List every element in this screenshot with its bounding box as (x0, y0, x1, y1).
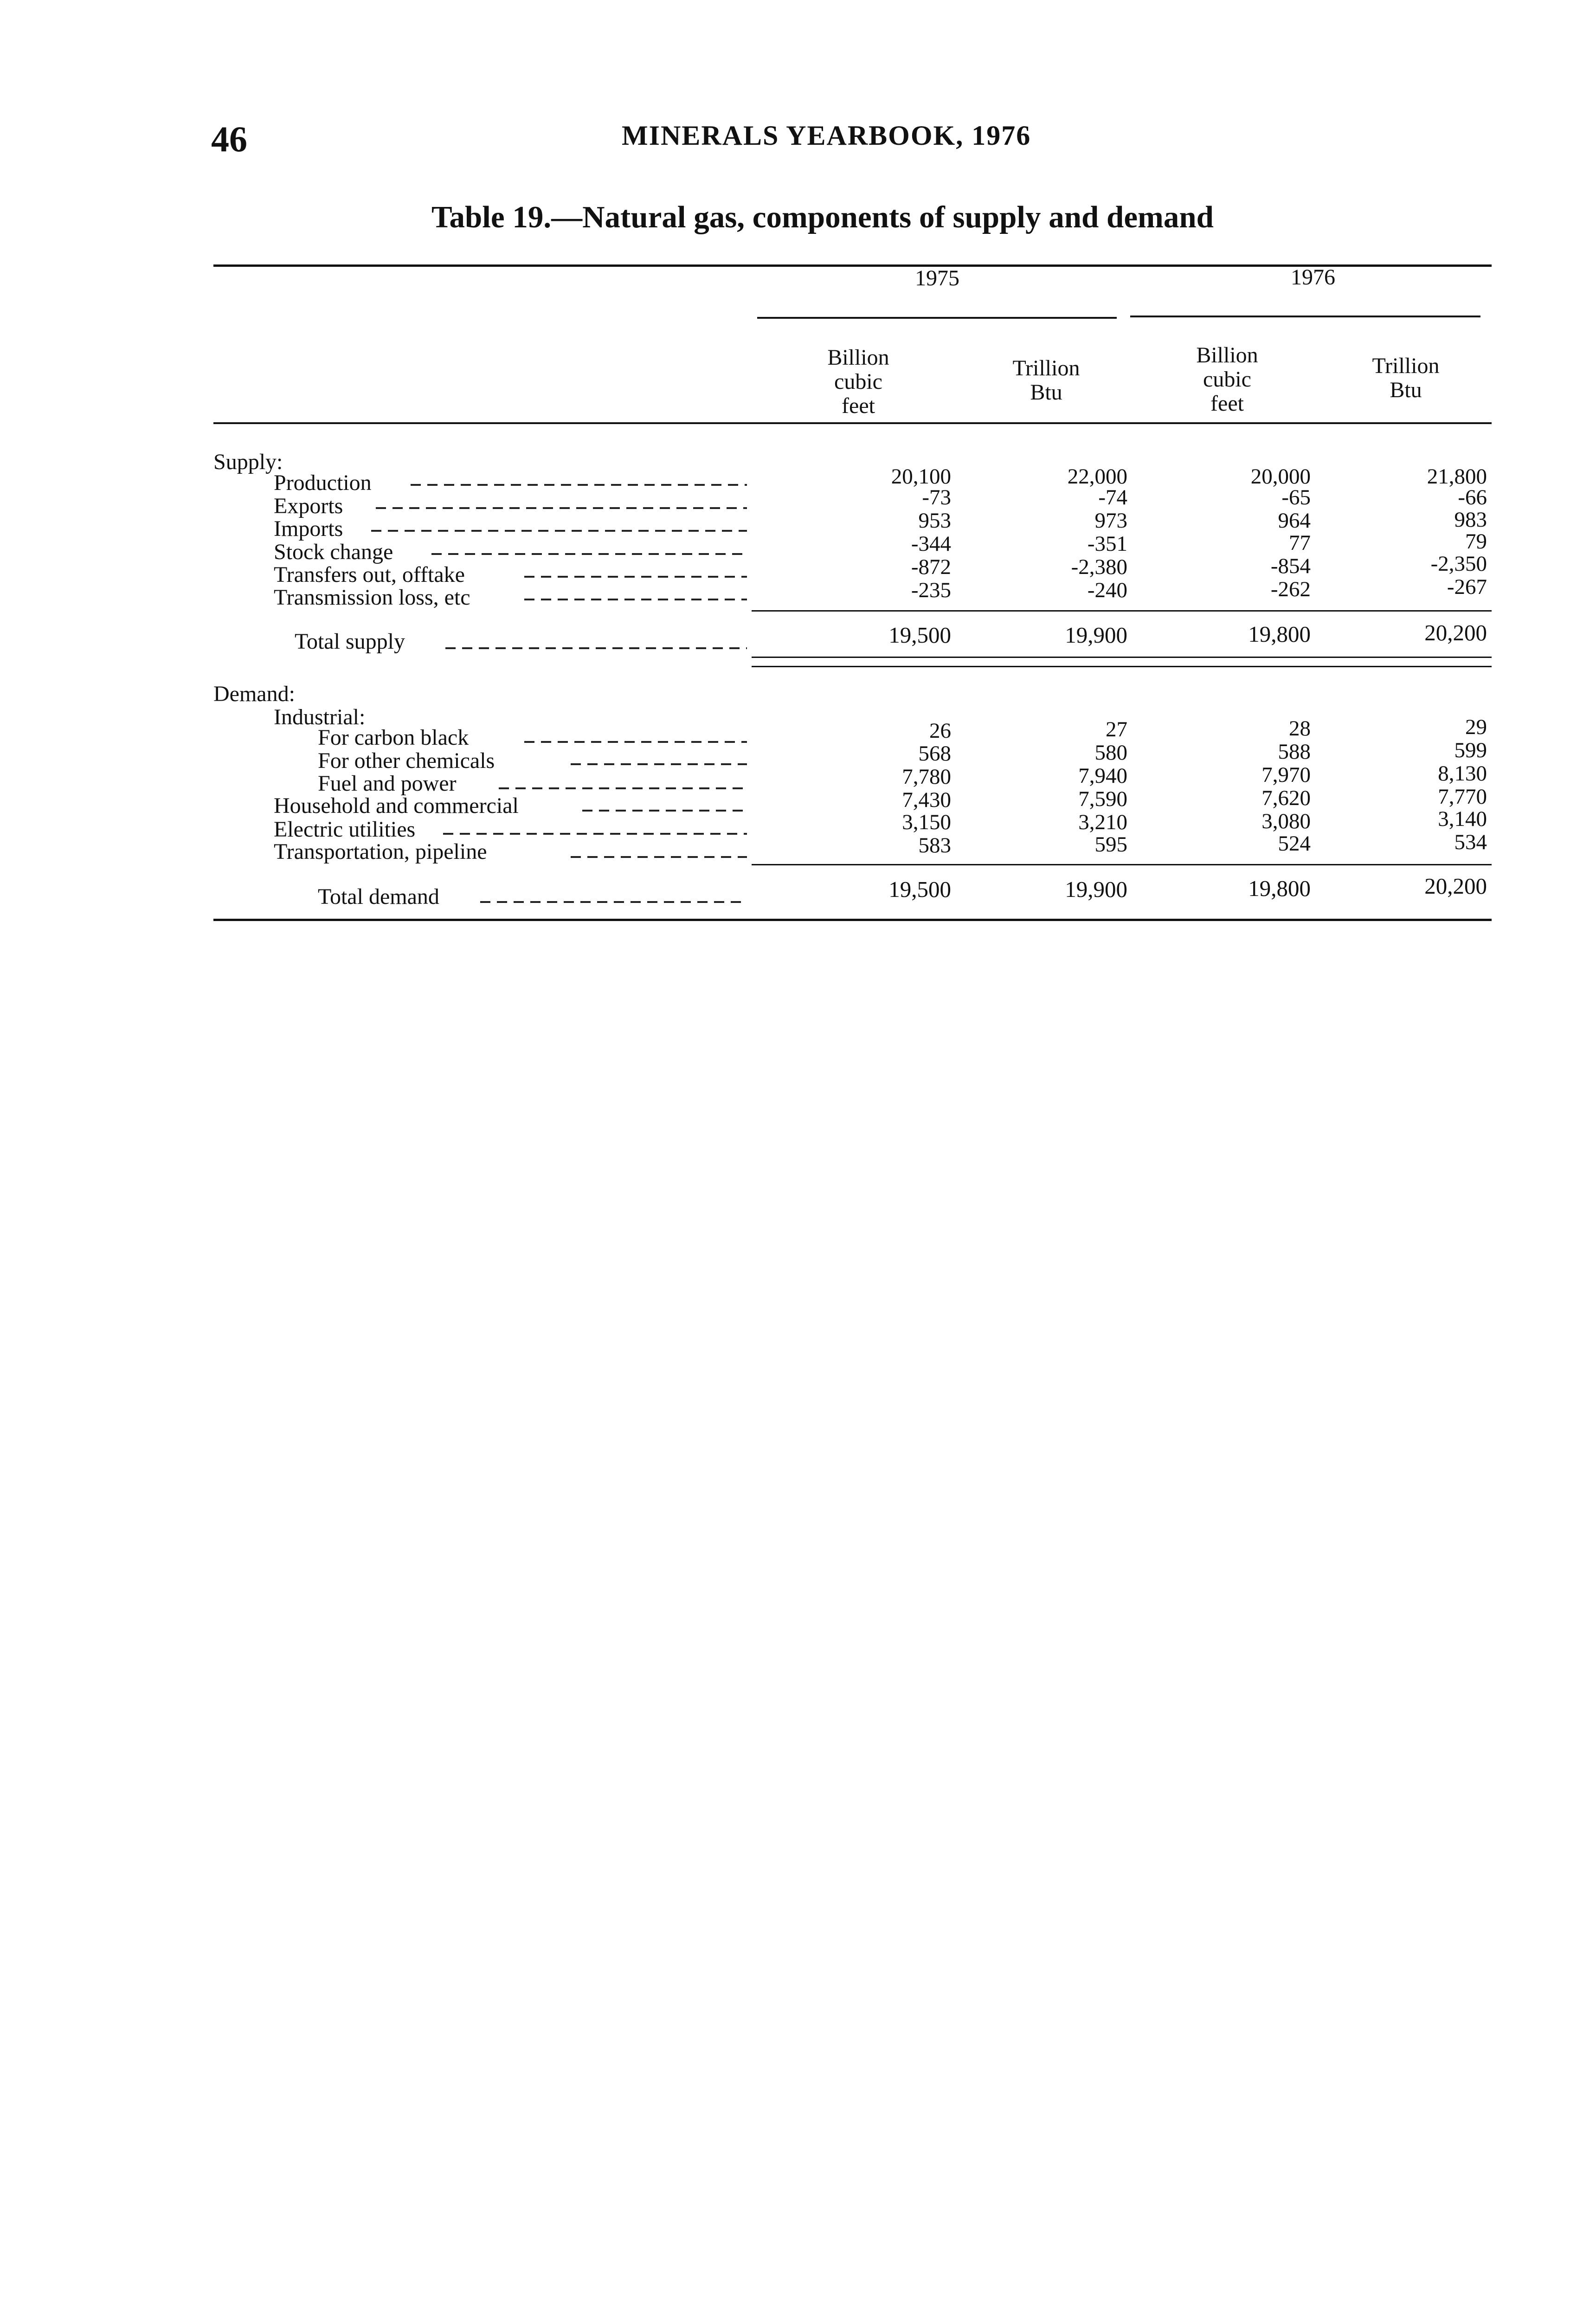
cell-total-demand-bcf-1976: 19,800 (1248, 876, 1311, 901)
cell-household-bcf-1975: 7,430 (902, 788, 951, 812)
year-header-1975: 1975 (915, 266, 959, 290)
year-header-1976: 1976 (1291, 265, 1335, 290)
row-label-production: Production (274, 470, 372, 495)
unit-line: feet (842, 393, 875, 418)
leader-dots (524, 741, 747, 743)
cell-transmission-btu-1975: -240 (1087, 578, 1127, 602)
cell-exports-bcf-1975: -73 (922, 485, 951, 509)
cell-electric-bcf-1976: 3,080 (1261, 809, 1311, 833)
cell-pipeline-btu-1975: 595 (1094, 832, 1127, 857)
year-underline-1975 (757, 317, 1117, 319)
cell-stock-bcf-1975: -344 (911, 532, 951, 556)
cell-pipeline-bcf-1976: 524 (1278, 831, 1311, 856)
cell-stock-btu-1975: -351 (1087, 532, 1127, 556)
unit-line: cubic (1203, 367, 1251, 392)
supply-total-double-rule-a (752, 657, 1492, 658)
cell-other-chem-bcf-1976: 588 (1278, 740, 1311, 764)
cell-electric-bcf-1975: 3,150 (902, 810, 951, 834)
cell-electric-btu-1975: 3,210 (1078, 810, 1127, 834)
cell-transfers-btu-1975: -2,380 (1071, 555, 1127, 579)
row-label-other-chemicals: For other chemicals (318, 748, 495, 773)
unit-header-bcf-1976 (1158, 343, 1297, 416)
cell-total-supply-bcf-1976: 19,800 (1248, 621, 1311, 647)
cell-carbon-black-bcf-1976: 28 (1289, 716, 1311, 741)
cell-exports-bcf-1976: -65 (1281, 485, 1311, 509)
cell-carbon-black-bcf-1975: 26 (929, 719, 951, 743)
unit-header-btu-1976 (1336, 354, 1475, 402)
cell-total-supply-btu-1976: 20,200 (1424, 620, 1487, 645)
unit-line: Billion (1196, 343, 1258, 367)
cell-stock-btu-1976: 79 (1465, 529, 1487, 554)
leader-dots (443, 833, 747, 835)
cell-other-chem-btu-1976: 599 (1454, 738, 1487, 762)
leader-dots (411, 484, 747, 486)
cell-carbon-black-btu-1975: 27 (1106, 717, 1127, 741)
cell-fuel-bcf-1975: 7,780 (902, 765, 951, 789)
cell-stock-bcf-1976: 77 (1289, 531, 1311, 555)
row-label-transportation-pipeline: Transportation, pipeline (274, 839, 487, 864)
cell-other-chem-btu-1975: 580 (1094, 741, 1127, 765)
row-label-household-commercial: Household and commercial (274, 793, 519, 818)
cell-production-btu-1976: 21,800 (1427, 464, 1487, 489)
cell-imports-bcf-1976: 964 (1278, 509, 1311, 533)
row-label-exports: Exports (274, 494, 343, 518)
row-label-transmission-loss: Transmission loss, etc (274, 585, 470, 610)
demand-subtotal-rule (752, 864, 1492, 865)
cell-total-supply-btu-1975: 19,900 (1065, 622, 1127, 648)
unit-line: cubic (834, 369, 882, 394)
leader-dots (480, 901, 747, 903)
cell-transfers-bcf-1976: -854 (1270, 554, 1311, 578)
cell-pipeline-btu-1976: 534 (1454, 830, 1487, 854)
row-label-total-demand: Total demand (318, 884, 439, 909)
leader-dots (524, 599, 747, 600)
cell-total-demand-btu-1975: 19,900 (1065, 876, 1127, 902)
row-label-total-supply: Total supply (295, 629, 405, 654)
cell-other-chem-bcf-1975: 568 (918, 741, 951, 766)
cell-total-demand-btu-1976: 20,200 (1424, 873, 1487, 899)
cell-fuel-btu-1976: 8,130 (1438, 761, 1487, 786)
leader-dots (571, 763, 747, 765)
cell-household-btu-1975: 7,590 (1078, 787, 1127, 811)
industrial-subheading: Industrial: (274, 705, 366, 729)
cell-transfers-bcf-1975: -872 (911, 555, 951, 579)
cell-transmission-bcf-1975: -235 (911, 578, 951, 602)
cell-fuel-bcf-1976: 7,970 (1261, 763, 1311, 787)
cell-exports-btu-1975: -74 (1098, 485, 1127, 509)
row-label-carbon-black: For carbon black (318, 725, 469, 750)
cell-household-btu-1976: 7,770 (1438, 785, 1487, 809)
cell-production-bcf-1975: 20,100 (891, 464, 951, 489)
cell-total-supply-bcf-1975: 19,500 (888, 622, 951, 648)
leader-dots (499, 787, 747, 789)
row-label-imports: Imports (274, 516, 343, 541)
cell-imports-bcf-1975: 953 (918, 509, 951, 533)
cell-transfers-btu-1976: -2,350 (1430, 552, 1487, 576)
cell-production-bcf-1976: 20,000 (1250, 464, 1311, 489)
cell-transmission-btu-1976: -267 (1447, 575, 1487, 599)
table-bottom-rule (213, 919, 1492, 921)
cell-exports-btu-1976: -66 (1458, 485, 1487, 509)
cell-transmission-bcf-1976: -262 (1270, 577, 1311, 601)
cell-fuel-btu-1975: 7,940 (1078, 764, 1127, 788)
unit-header-btu-1975 (977, 356, 1116, 405)
unit-line: Billion (827, 345, 889, 370)
cell-carbon-black-btu-1976: 29 (1465, 715, 1487, 739)
cell-electric-btu-1976: 3,140 (1438, 807, 1487, 831)
unit-line: Trillion (1012, 356, 1080, 380)
leader-dots (376, 507, 747, 509)
cell-production-btu-1975: 22,000 (1067, 464, 1127, 489)
unit-line: feet (1210, 391, 1244, 416)
leader-dots (524, 576, 747, 578)
supply-subtotal-rule (752, 610, 1492, 612)
row-label-stock-change: Stock change (274, 540, 393, 564)
header-bottom-rule (213, 422, 1492, 424)
row-label-transfers-out: Transfers out, offtake (274, 562, 465, 587)
unit-line: Trillion (1372, 354, 1440, 378)
supply-total-double-rule-b (752, 666, 1492, 667)
leader-dots (582, 810, 747, 812)
running-head: MINERALS YEARBOOK, 1976 (622, 120, 1031, 151)
supply-heading: Supply: (213, 450, 283, 474)
demand-heading: Demand: (213, 682, 295, 706)
cell-imports-btu-1975: 973 (1094, 509, 1127, 533)
cell-total-demand-bcf-1975: 19,500 (888, 876, 951, 902)
unit-header-bcf-1975 (789, 346, 928, 418)
table-title: Table 19.—Natural gas, components of supply and demand (431, 200, 1214, 234)
row-label-electric-utilities: Electric utilities (274, 817, 416, 842)
row-label-fuel-power: Fuel and power (318, 771, 457, 796)
leader-dots (571, 856, 747, 858)
unit-line: Btu (1030, 380, 1062, 405)
cell-imports-btu-1976: 983 (1454, 508, 1487, 532)
year-underline-1976 (1130, 316, 1480, 317)
page-number: 46 (211, 119, 247, 159)
unit-line: Btu (1390, 378, 1422, 402)
leader-dots (371, 530, 747, 532)
leader-dots (431, 553, 747, 555)
leader-dots (445, 647, 747, 649)
cell-household-bcf-1976: 7,620 (1261, 786, 1311, 810)
cell-pipeline-bcf-1975: 583 (918, 833, 951, 857)
